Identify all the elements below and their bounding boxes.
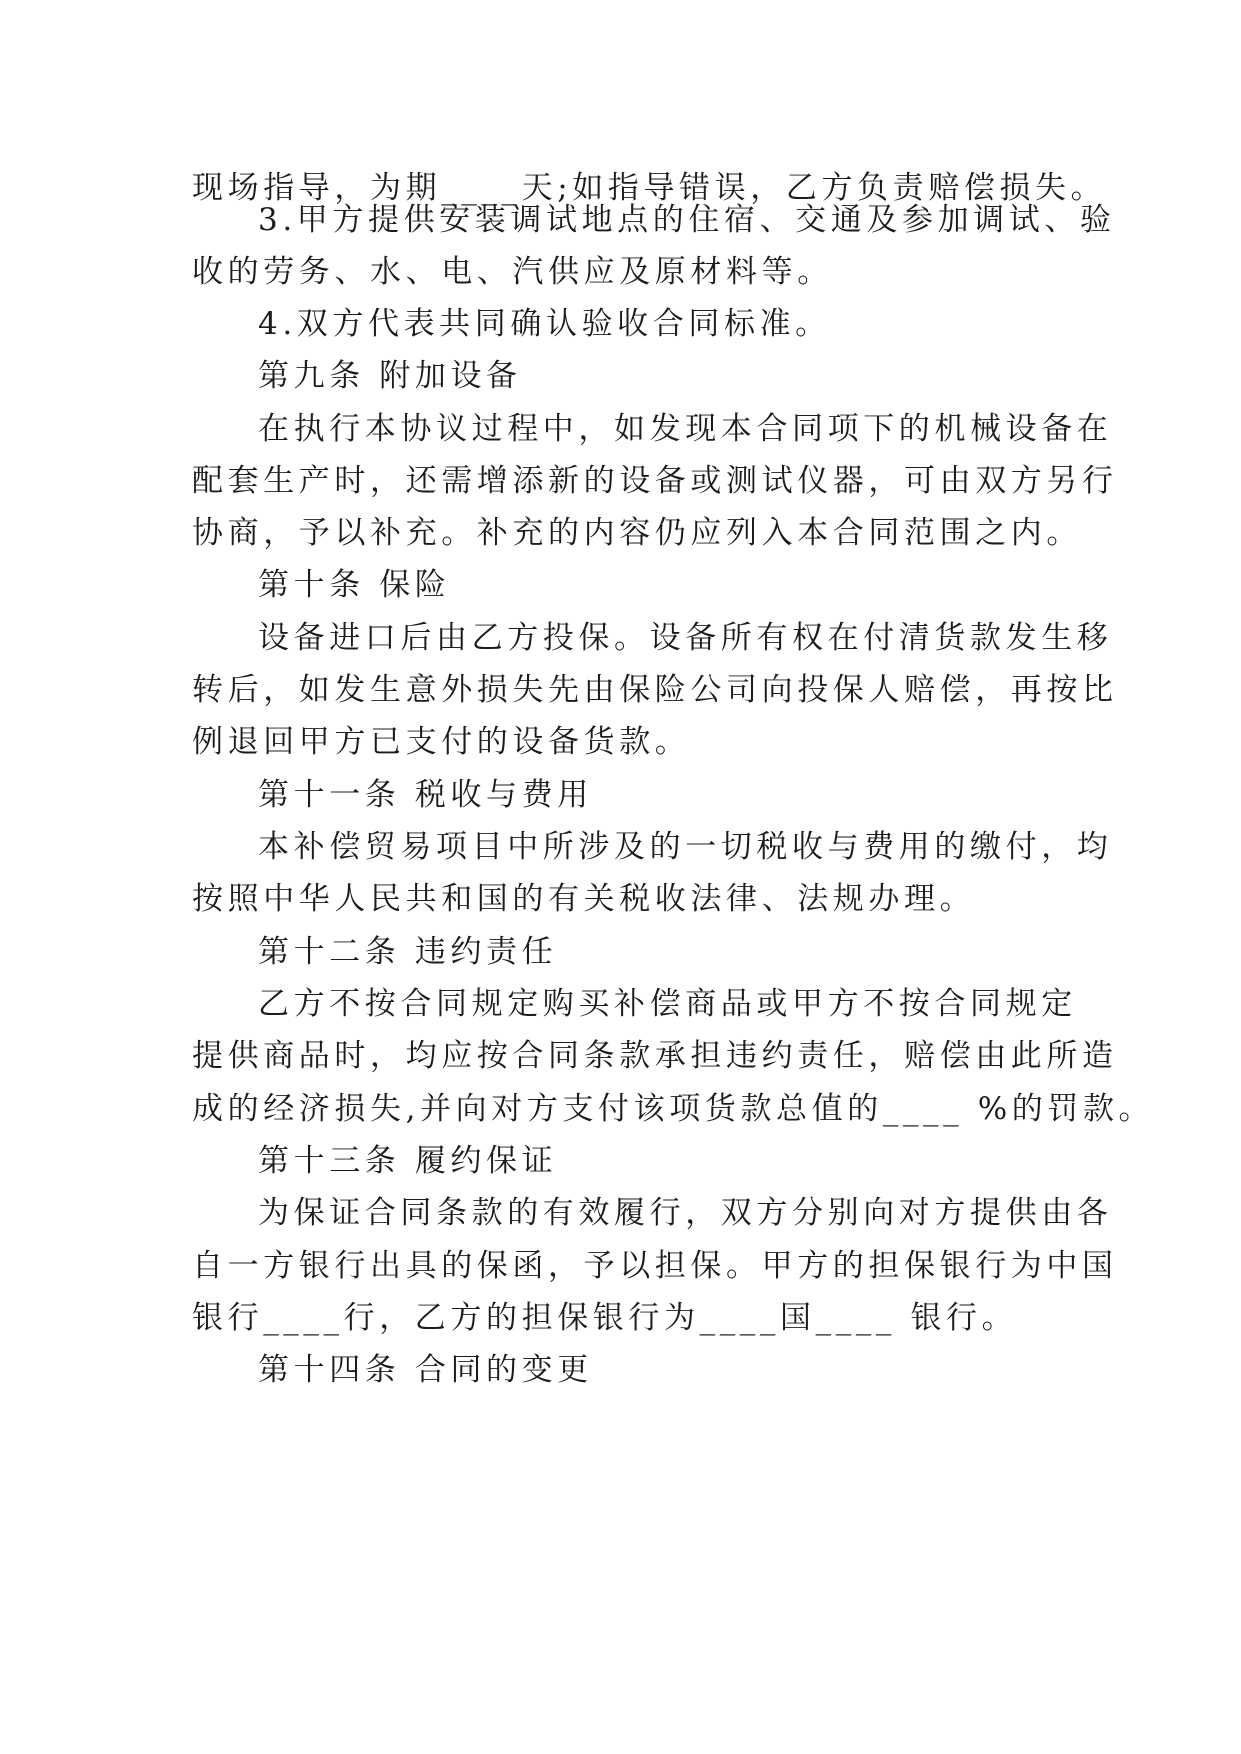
text-line: 现场指导，为期____天;如指导错误，乙方负责赔偿损失。 [192,170,1107,206]
text-line: 转后，如发生意外损失先由保险公司向投保人赔偿，再按比 [192,672,1118,708]
section-heading: 第十四条 合同的变更 [258,1352,593,1388]
text-line: 在执行本协议过程中，如发现本合同项下的机械设备在 [258,411,1113,447]
text-line: 为保证合同条款的有效履行，双方分别向对方提供由各 [258,1195,1113,1231]
text-line: 3.甲方提供安装调试地点的住宿、交通及参加调试、验 [258,202,1116,238]
text-line: 成的经济损失,并向对方支付该项货款总值的____ %的罚款。 [192,1091,1155,1127]
text-line: 自一方银行出具的保函，予以担保。甲方的担保银行为中国 [192,1248,1118,1284]
section-heading: 第九条 附加设备 [258,358,522,394]
section-heading: 第十二条 违约责任 [258,934,558,970]
text-line: 4.双方代表共同确认验收合同标准。 [258,306,831,342]
text-line: 银行____行，乙方的担保银行为____国____ 银行。 [192,1300,1018,1336]
text-line: 协商，予以补充。补充的内容仍应列入本合同范围之内。 [192,515,1082,551]
text-line: 本补偿贸易项目中所涉及的一切税收与费用的缴付，均 [258,829,1113,865]
text-line: 配套生产时，还需增添新的设备或测试仪器，可由双方另行 [192,463,1118,499]
text-line: 收的劳务、水、电、汽供应及原材料等。 [192,254,833,290]
text-line: 例退回甲方已支付的设备货款。 [192,724,691,760]
section-heading: 第十一条 税收与费用 [258,777,593,813]
section-heading: 第十条 保险 [258,567,451,603]
text-line: 提供商品时，均应按合同条款承担违约责任，赔偿由此所造 [192,1038,1118,1074]
text-line: 乙方不按合同规定购买补偿商品或甲方不按合同规定 [258,986,1077,1022]
section-heading: 第十三条 履约保证 [258,1143,558,1179]
text-line: 设备进口后由乙方投保。设备所有权在付清货款发生移 [258,620,1113,656]
text-line: 按照中华人民共和国的有关税收法律、法规办理。 [192,881,976,917]
